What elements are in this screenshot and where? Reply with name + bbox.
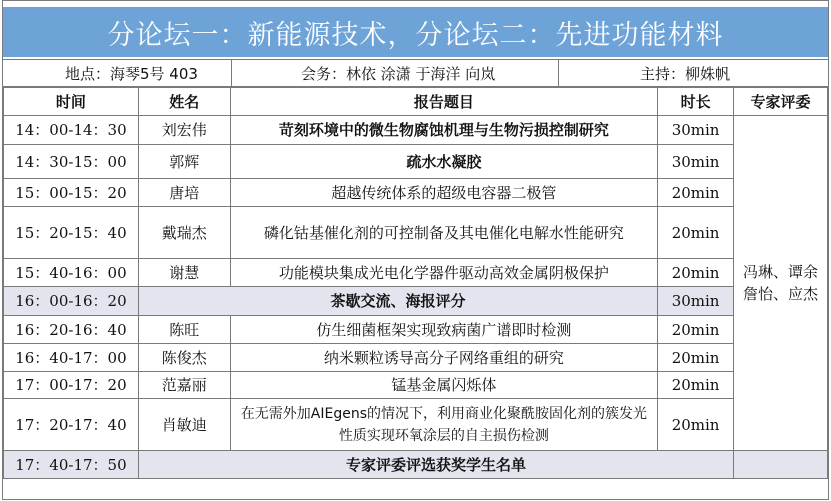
duration-cell: 30min (658, 116, 734, 145)
break-row (4, 287, 828, 316)
table-row (4, 344, 828, 372)
topic-cell: 超越传统体系的超级电容器二极管 (230, 179, 657, 207)
topic-cell: 纳米颗粒诱导高分子网络重组的研究 (230, 344, 657, 372)
time-cell: 17：00-17：20 (4, 372, 139, 399)
time-cell: 14：00-14：30 (4, 116, 139, 145)
topic-cell: 磷化钴基催化剂的可控制备及其电催化电解水性能研究 (230, 207, 657, 259)
table-row (4, 259, 828, 287)
time-cell: 16：40-17：00 (4, 344, 139, 372)
time-cell: 17：40-17：50 (4, 451, 139, 479)
name-cell: 肖敏迪 (138, 399, 230, 451)
time-cell: 14：30-15：00 (4, 145, 139, 179)
schedule-table (3, 87, 828, 479)
header-experts: 专家评委 (734, 88, 828, 116)
topic-cell: 在无需外加AIEgens的情况下，利用商业化聚酰胺固化剂的簇发光性质实现环氧涂层的自主损伤检测 (230, 399, 657, 451)
duration-cell: 30min (658, 287, 734, 316)
table-row (4, 372, 828, 399)
experts-cell: 冯琳、谭余詹怡、应杰 (734, 116, 828, 451)
table-row (4, 145, 828, 179)
name-cell: 郭辉 (138, 145, 230, 179)
header-name: 姓名 (138, 88, 230, 116)
table-row (4, 316, 828, 344)
time-cell: 15：00-15：20 (4, 179, 139, 207)
table-header-row (4, 88, 828, 116)
duration-cell: 20min (658, 344, 734, 372)
schedule-sheet (2, 0, 829, 500)
duration-cell: 20min (658, 399, 734, 451)
topic-cell: 苛刻环境中的微生物腐蚀机理与生物污损控制研究 (230, 116, 657, 145)
header-topic: 报告题目 (230, 88, 657, 116)
time-cell: 16：00-16：20 (4, 287, 139, 316)
name-cell: 范嘉丽 (138, 372, 230, 399)
name-cell: 陈俊杰 (138, 344, 230, 372)
location-text: 地点：海琴5号 403 (65, 64, 198, 83)
table-row (4, 207, 828, 259)
name-cell: 陈旺 (138, 316, 230, 344)
topic-cell: 锰基金属闪烁体 (230, 372, 657, 399)
page-title: 分论坛一：新能源技术，分论坛二：先进功能材料 (3, 7, 828, 57)
name-cell: 戴瑞杰 (138, 207, 230, 259)
name-cell: 谢慧 (138, 259, 230, 287)
break-topic-cell: 茶歇交流、海报评分 (138, 287, 657, 316)
topic-cell: 功能模块集成光电化学器件驱动高效金属阴极保护 (230, 259, 657, 287)
empty-cell (734, 451, 828, 479)
divider (558, 60, 559, 86)
time-cell: 15：20-15：40 (4, 207, 139, 259)
header-duration: 时长 (658, 88, 734, 116)
time-cell: 16：20-16：40 (4, 316, 139, 344)
duration-cell: 30min (658, 145, 734, 179)
duration-cell: 20min (658, 372, 734, 399)
name-cell: 刘宏伟 (138, 116, 230, 145)
time-cell: 15：40-16：00 (4, 259, 139, 287)
duration-cell: 20min (658, 259, 734, 287)
affairs-text: 会务：林依 涂潇 于海洋 向岚 (301, 64, 496, 83)
host-text: 主持：柳姝帆 (640, 64, 731, 83)
info-bar (3, 59, 828, 87)
time-cell: 17：20-17：40 (4, 399, 139, 451)
duration-cell: 20min (658, 179, 734, 207)
divider (231, 60, 232, 86)
table-row (4, 116, 828, 145)
topic-cell: 疏水水凝胶 (230, 145, 657, 179)
closing-topic-cell: 专家评委评选获奖学生名单 (138, 451, 733, 479)
duration-cell: 20min (658, 207, 734, 259)
duration-cell: 20min (658, 316, 734, 344)
header-time: 时间 (4, 88, 139, 116)
table-row (4, 399, 828, 451)
table-row (4, 179, 828, 207)
name-cell: 唐培 (138, 179, 230, 207)
closing-row (4, 451, 828, 479)
topic-cell: 仿生细菌框架实现致病菌广谱即时检测 (230, 316, 657, 344)
